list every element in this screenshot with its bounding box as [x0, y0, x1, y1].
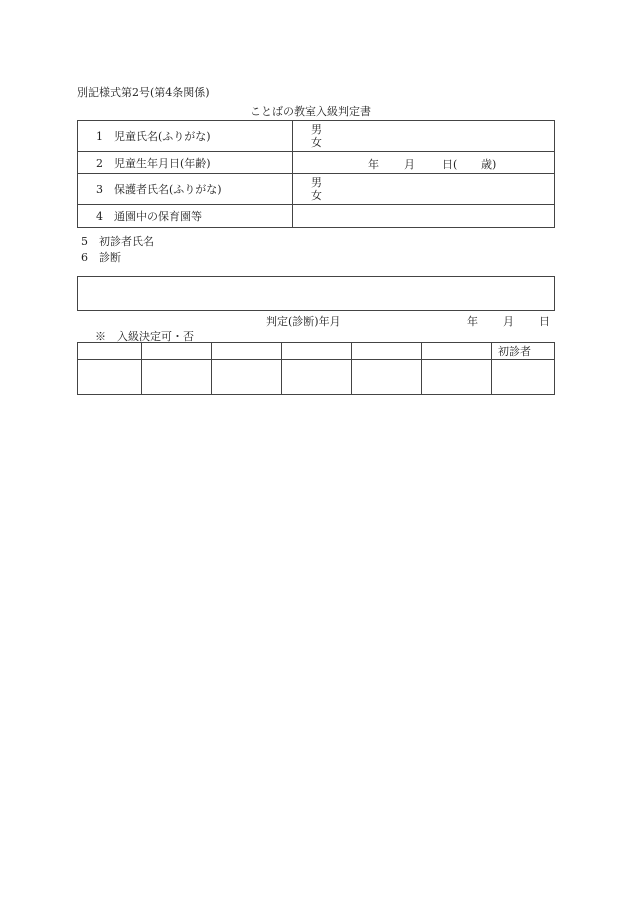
applicant-info-table: [77, 120, 555, 228]
grid-cell[interactable]: [212, 360, 282, 395]
birth-day: 日(: [442, 157, 458, 171]
first-examiner-label: 5 初診者氏名: [81, 235, 154, 248]
grid-cell[interactable]: [78, 343, 142, 360]
nursery-label: 4 通園中の保育園等: [78, 205, 293, 228]
grid-cell[interactable]: [142, 343, 212, 360]
table-row: [78, 360, 555, 395]
birth-month: 月: [404, 157, 415, 171]
document-title: ことばの教室入級判定書: [250, 105, 371, 118]
guardian-gender-cell[interactable]: [293, 174, 555, 205]
grid-cell[interactable]: [422, 360, 492, 395]
birthdate-label: 2 児童生年月日(年齢): [78, 152, 293, 174]
grid-cell[interactable]: [422, 343, 492, 360]
grid-cell[interactable]: [282, 343, 352, 360]
judgement-year: 年: [467, 315, 478, 328]
table-row: [78, 152, 555, 174]
grid-cell[interactable]: [212, 343, 282, 360]
child-gender-cell[interactable]: [293, 121, 555, 152]
form-number: 別記様式第2号(第4条関係): [77, 86, 210, 99]
table-row: [78, 121, 555, 152]
judgement-date-label: 判定(診断)年月: [266, 315, 341, 328]
guardian-name-label: 3 保護者氏名(ふりがな): [78, 174, 293, 205]
birth-year: 年: [368, 157, 379, 171]
judgement-day: 日: [539, 315, 550, 328]
gender-male: 男: [311, 123, 322, 136]
first-examiner-header: 初診者: [492, 343, 555, 360]
grid-cell[interactable]: [142, 360, 212, 395]
gender-male: 男: [311, 176, 322, 189]
grid-cell[interactable]: [492, 360, 555, 395]
admission-decision: ※ 入級決定可・否: [95, 330, 194, 343]
grid-cell[interactable]: [352, 343, 422, 360]
approval-grid: [77, 342, 555, 395]
age: 歳): [481, 157, 497, 171]
diagnosis-label: 6 診断: [81, 251, 121, 264]
gender-female: 女: [311, 189, 322, 202]
gender-female: 女: [311, 136, 322, 149]
grid-cell[interactable]: [282, 360, 352, 395]
grid-cell[interactable]: [352, 360, 422, 395]
judgement-month: 月: [503, 315, 514, 328]
diagnosis-box[interactable]: [77, 276, 555, 311]
table-row: [78, 343, 555, 360]
nursery-cell[interactable]: [293, 205, 555, 228]
table-row: [78, 205, 555, 228]
child-name-label: 1 児童氏名(ふりがな): [78, 121, 293, 152]
birthdate-cell[interactable]: [293, 152, 555, 174]
grid-cell[interactable]: [78, 360, 142, 395]
table-row: [78, 174, 555, 205]
